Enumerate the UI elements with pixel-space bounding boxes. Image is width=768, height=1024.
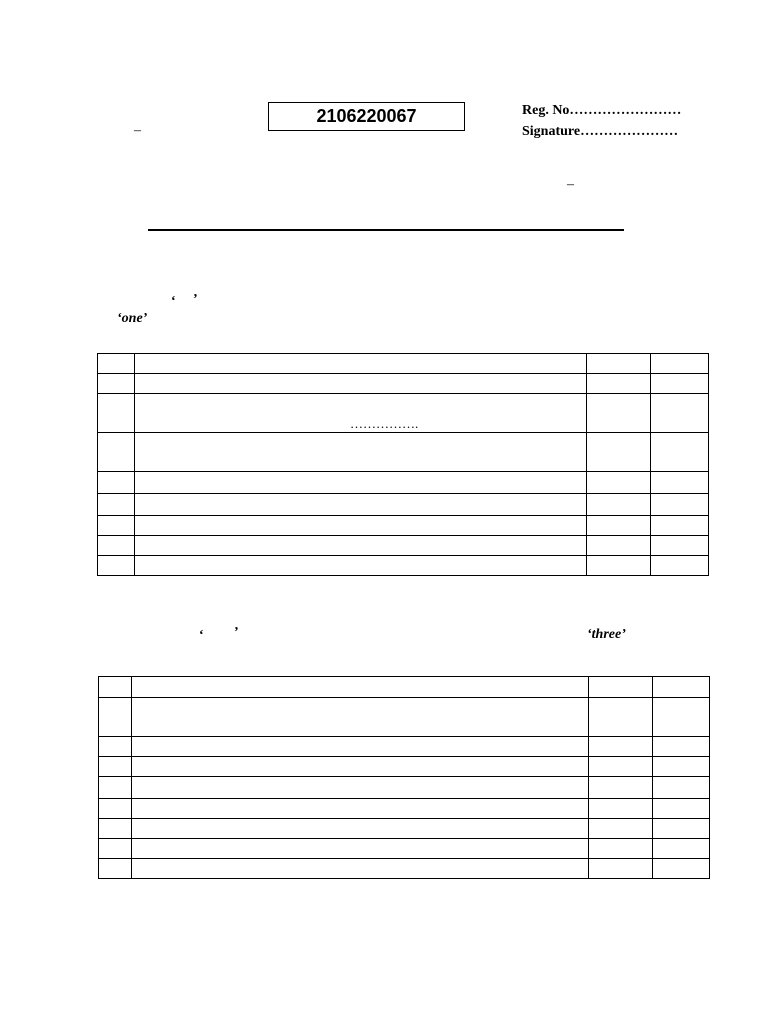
table-row <box>98 472 709 494</box>
marks-cell <box>651 472 709 494</box>
section-b-close-quote: ’ <box>234 625 239 640</box>
marks-cell <box>651 354 709 374</box>
co-cell <box>587 374 651 394</box>
question-text-cell <box>132 777 589 799</box>
table-row <box>99 799 710 819</box>
table-row <box>98 433 709 472</box>
co-cell <box>589 677 653 698</box>
dash-mark-left: – <box>134 123 141 138</box>
table-row <box>98 494 709 516</box>
table-row <box>99 698 710 737</box>
table-row <box>99 839 710 859</box>
marks-cell <box>653 677 710 698</box>
question-text-cell <box>132 757 589 777</box>
co-cell <box>589 839 653 859</box>
marks-cell <box>653 859 710 879</box>
marks-cell <box>653 757 710 777</box>
table-row <box>99 777 710 799</box>
question-text-cell <box>132 819 589 839</box>
signature-label: Signature………………… <box>522 124 679 139</box>
co-cell <box>589 698 653 737</box>
question-number-cell <box>99 677 132 698</box>
co-cell <box>587 433 651 472</box>
co-cell <box>587 536 651 556</box>
co-cell <box>587 394 651 433</box>
table-row <box>98 556 709 576</box>
co-cell <box>587 354 651 374</box>
registration-block <box>522 100 681 142</box>
marks-cell <box>653 819 710 839</box>
question-text-cell <box>135 433 587 472</box>
section-b-open-quote: ‘ <box>199 628 204 643</box>
marks-cell <box>651 556 709 576</box>
table-row <box>99 677 710 698</box>
question-text-cell <box>132 799 589 819</box>
question-text-cell <box>135 536 587 556</box>
dash-mark-right: – <box>567 177 574 192</box>
marks-cell <box>653 698 710 737</box>
co-cell <box>589 737 653 757</box>
co-cell <box>589 777 653 799</box>
marks-cell <box>651 536 709 556</box>
co-cell <box>589 859 653 879</box>
question-text-cell <box>132 698 589 737</box>
co-cell <box>587 494 651 516</box>
question-text-cell <box>132 677 589 698</box>
table-row <box>98 374 709 394</box>
table-row <box>99 757 710 777</box>
question-number-cell <box>99 819 132 839</box>
question-text-cell <box>135 516 587 536</box>
question-number-cell <box>99 737 132 757</box>
blank-dots: ……………. <box>350 416 419 431</box>
co-cell <box>589 757 653 777</box>
table-row <box>98 516 709 536</box>
header-divider <box>148 229 624 231</box>
co-cell <box>587 556 651 576</box>
question-number-cell <box>99 757 132 777</box>
co-cell <box>589 819 653 839</box>
question-number-cell <box>98 433 135 472</box>
question-text-cell <box>135 472 587 494</box>
question-number-cell <box>99 777 132 799</box>
marks-cell <box>653 777 710 799</box>
question-number-cell <box>98 394 135 433</box>
marks-cell <box>653 737 710 757</box>
question-text-cell <box>132 859 589 879</box>
table-row <box>98 536 709 556</box>
co-cell <box>587 472 651 494</box>
table-row <box>99 859 710 879</box>
section-a-open-quote: ‘ <box>171 294 176 309</box>
section-a-close-quote: ’ <box>193 292 198 307</box>
marks-cell <box>651 433 709 472</box>
question-number-cell <box>98 354 135 374</box>
question-number-cell <box>98 516 135 536</box>
question-text-cell <box>135 374 587 394</box>
question-number-cell <box>99 859 132 879</box>
question-number-cell <box>99 839 132 859</box>
section-a-count-word: ‘one’ <box>117 311 148 326</box>
question-number-cell <box>99 698 132 737</box>
reg-no-label: Reg. No…………………… <box>522 103 682 118</box>
table-row <box>99 819 710 839</box>
question-number-cell <box>98 472 135 494</box>
exam-code: 2106220067 <box>316 106 417 126</box>
question-text-cell <box>135 354 587 374</box>
marks-cell <box>651 516 709 536</box>
question-number-cell <box>99 799 132 819</box>
marks-cell <box>651 374 709 394</box>
question-number-cell <box>98 536 135 556</box>
question-text-cell <box>132 839 589 859</box>
marks-cell <box>653 799 710 819</box>
question-text-cell <box>132 737 589 757</box>
section-b-table <box>98 676 710 879</box>
marks-cell <box>653 839 710 859</box>
section-a-table <box>97 353 709 576</box>
marks-cell <box>651 494 709 516</box>
question-number-cell <box>98 556 135 576</box>
exam-code-box <box>268 102 465 131</box>
table-row <box>99 737 710 757</box>
question-number-cell <box>98 494 135 516</box>
marks-cell <box>651 394 709 433</box>
co-cell <box>589 799 653 819</box>
question-number-cell <box>98 374 135 394</box>
question-text-cell <box>135 494 587 516</box>
section-b-count-word: ‘three’ <box>587 627 626 642</box>
co-cell <box>587 516 651 536</box>
question-text-cell <box>135 556 587 576</box>
table-row <box>98 354 709 374</box>
